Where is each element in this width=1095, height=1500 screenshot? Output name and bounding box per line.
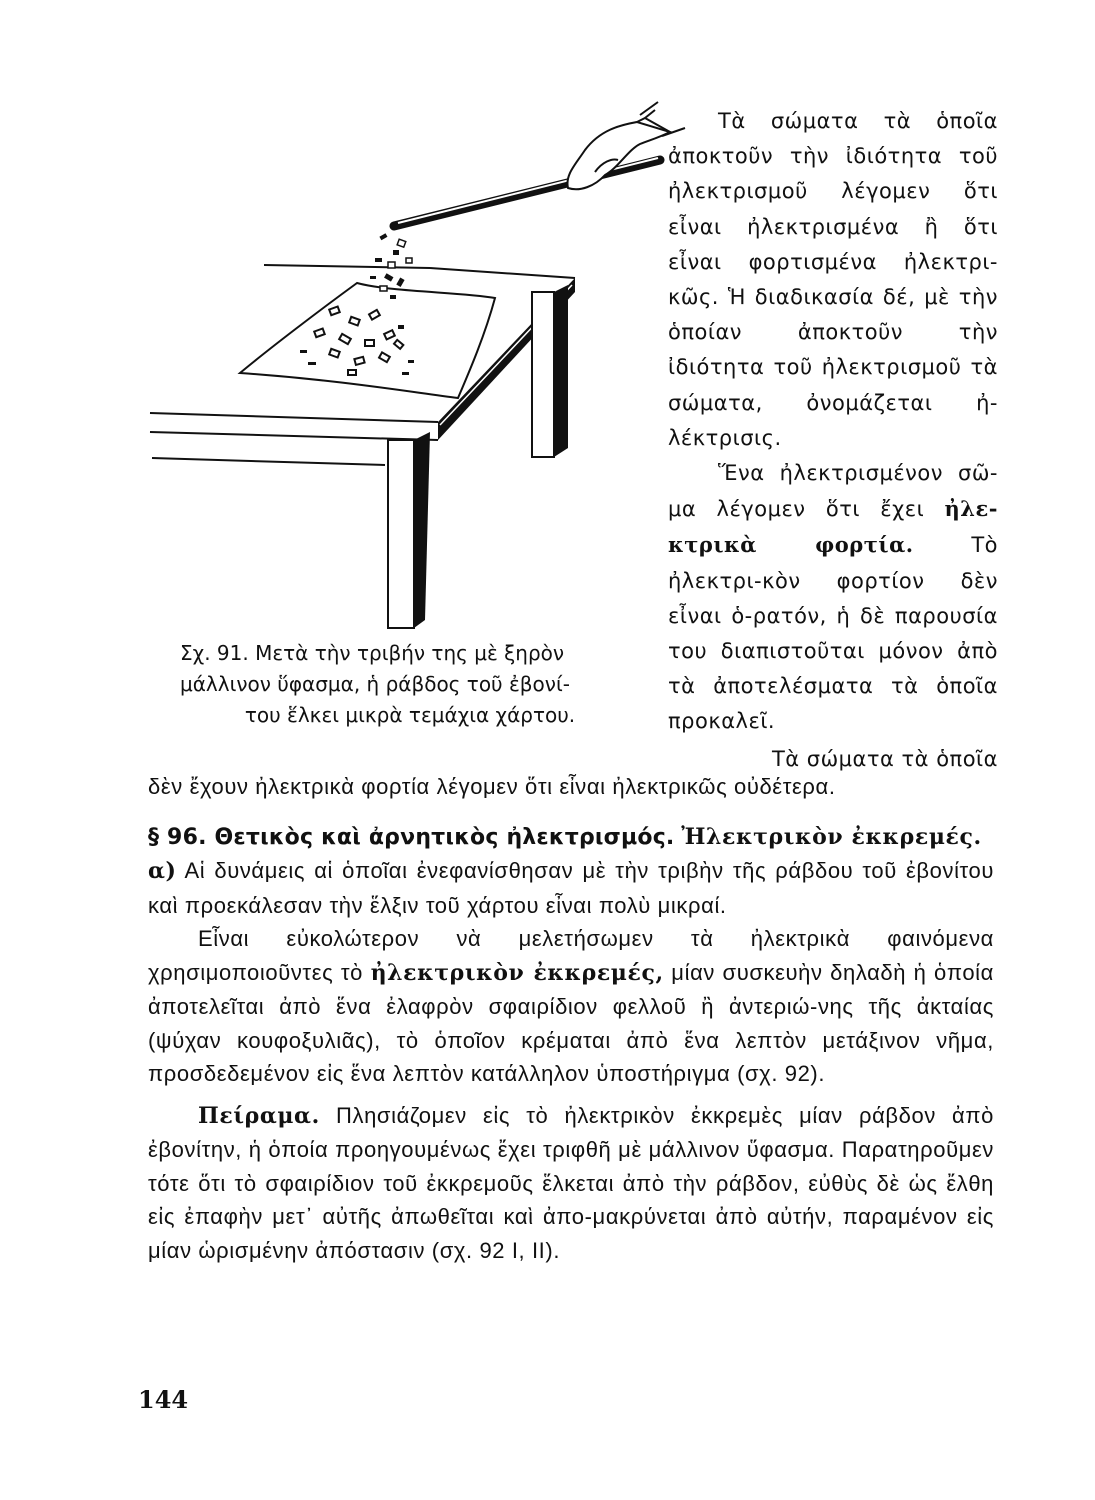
page-number: 144 bbox=[138, 1385, 189, 1414]
text-run: Εἶναι εὐκολώτερον νὰ μελετήσωμεν τὰ ἠλεκτρικὰ φαινόμενα χρησιμοποιοῦντες τὸ bbox=[148, 926, 994, 985]
paragraph-forces bbox=[148, 854, 994, 922]
paragraph-electrified-bodies: Τὰ σώματα τὰ ὁποῖα ἀποκτοῦν τὴν ἰδιότητα τοῦ ἠλεκτρισμοῦ λέγομεν ὅτι εἶναι ἠλεκτρισμένα ἢ ὅτι εἶναι φορτισμένα ἠλεκτρι-κῶς. Ἡ διαδικασία δέ, μὲ τὴν ὁποίαν ἀποκτοῦν τὴν ἰδιότητα τοῦ ἠλεκτρισμοῦ τὰ σώματα, ὀνομάζεται ἠ-λέκτρισις. bbox=[668, 109, 998, 450]
text-run: μίαν συσκευὴν δηλαδὴ ἡ ὁποία ἀποτελεῖται ἀπὸ ἕνα ἐλαφρὸν σφαιρίδιον φελλοῦ ἢ ἀντεριώ-νης τῆς ἀκταίας (ψύχαν κουφοξυλιᾶς), τὸ ὁποῖον κρέμαται ἀπὸ ἕνα λεπτὸν μετάξινον νῆμα, προσδεδεμένον εἰς ἕνα λεπτὸν κατάλληλον ὑποστήριγμα (σχ. 92). bbox=[148, 959, 994, 1086]
figure-caption bbox=[180, 638, 640, 731]
paragraph-neutral-start: Τὰ σώματα τὰ ὁποῖα bbox=[771, 746, 998, 771]
text-run: Τὸ ἠλεκτρι-κὸν φορτίον δὲν εἶναι ὁ-ρατόν, ἡ δὲ παρουσία του διαπιστοῦται μόνον ἀπὸ τὰ ἀποτελέσματα τὰ ὁποῖα προκαλεῖ. bbox=[668, 533, 998, 734]
right-column-text bbox=[668, 104, 998, 777]
paragraph-experiment bbox=[148, 1099, 994, 1268]
rod-table-paper-drawing-icon bbox=[140, 80, 700, 640]
experiment-label: Πείραμα. bbox=[198, 1102, 320, 1129]
term-electric-pendulum: ἠλεκτρικὸν ἐκκρεμές, bbox=[370, 959, 664, 986]
text-run: Πλησιάζομεν εἰς τὸ ἠλεκτρικὸν ἐκκρεμὲς μίαν ράβδον ἀπὸ ἐβονίτην, ἡ ὁποία προηγουμένως ἔχει τριφθῆ μὲ μάλλινον ὕφασμα. Παρατηροῦμεν τότε ὅτι τὸ σφαιρίδιον τοῦ ἐκκρεμοῦς ἕλκεται ἀπὸ τὴν ράβδον, εὐθὺς δὲ ὡς ἔλθη εἰς ἐπαφὴν μετ᾽ αὐτῆς ἀπωθεῖται καὶ ἀπο-μακρύνεται ἀπὸ αὐτήν, παραμένον εἰς μίαν ὡρισμένην ἀπόστασιν (σχ. 92 I, II). bbox=[148, 1102, 994, 1263]
item-label: α) bbox=[148, 858, 177, 884]
caption-line-1: Σχ. 91. Μετὰ τὴν τριβήν της μὲ ξηρὸν bbox=[180, 641, 565, 665]
caption-line-3: του ἕλκει μικρὰ τεμάχια χάρτου. bbox=[244, 703, 576, 727]
paragraph-pendulum bbox=[148, 922, 994, 1091]
text-run: Ἕνα ἠλεκτρισμένον σῶ-μα λέγομεν ὅτι ἔχει bbox=[668, 461, 998, 522]
paragraph-electric-charges bbox=[668, 456, 998, 740]
section-title: § 96. Θετικὸς καὶ ἀρνητικὸς ἠλεκτρισμός. bbox=[148, 824, 675, 850]
paragraph-neutral-end: δὲν ἔχουν ἠλεκτρικὰ φορτία λέγομεν ὅτι εἶναι ἠλεκτρικῶς οὐδέτερα. bbox=[148, 774, 836, 799]
text-run: Αἱ δυνάμεις αἱ ὁποῖαι ἐνεφανίσθησαν μὲ τὴν τριβὴν τῆς ράβδου τοῦ ἐβονίτου καὶ προεκάλεσαν τὴν ἕλξιν τοῦ χάρτου εἶναι πολὺ μικραί. bbox=[148, 858, 994, 918]
section-heading bbox=[148, 820, 994, 855]
main-text bbox=[148, 770, 994, 1267]
term-electric-charges: ἠλε-κτρικὰ φορτία. bbox=[668, 496, 998, 558]
caption-line-2: μάλλινον ὕφασμα, ἡ ράβδος τοῦ ἐβονί- bbox=[180, 672, 570, 696]
figure-91-illustration bbox=[140, 80, 700, 640]
section-subtitle: Ἠλεκτρικὸν ἐκκρεμές. bbox=[681, 823, 982, 850]
